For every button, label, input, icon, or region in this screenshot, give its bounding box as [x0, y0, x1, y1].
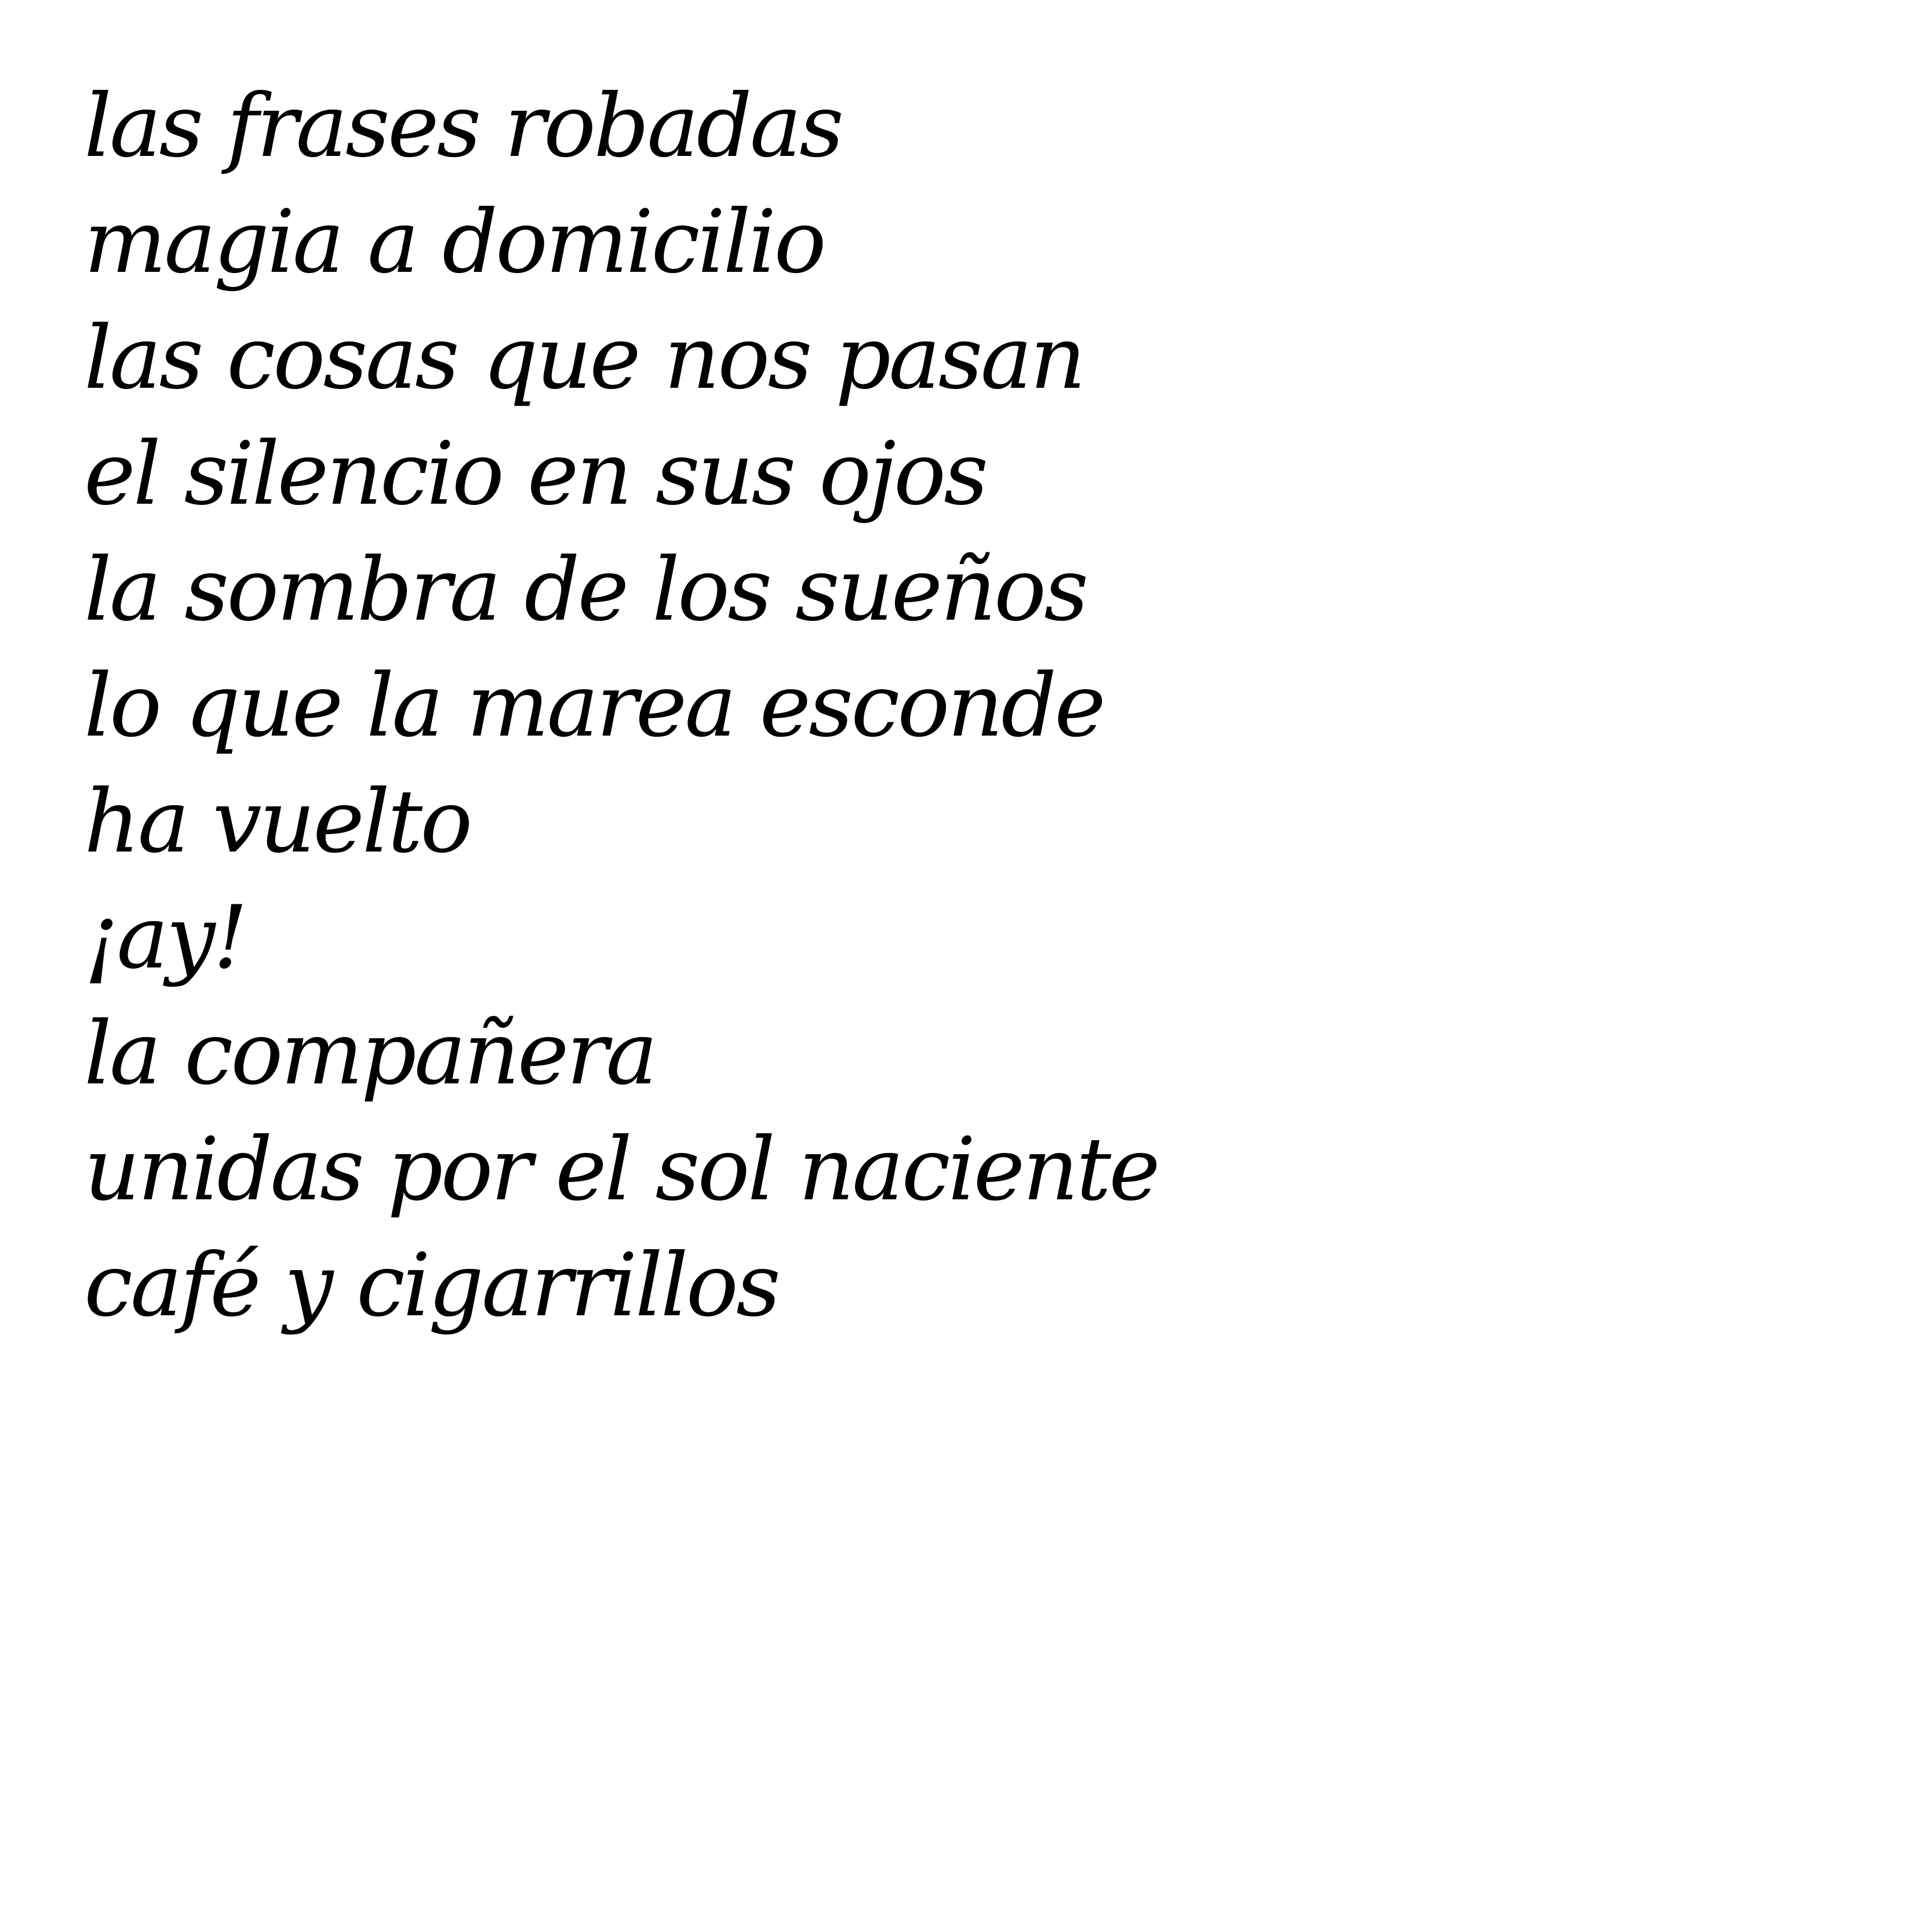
poem-line: las cosas que nos pasan [84, 308, 1084, 409]
poem-line: el silencio en sus ojos [84, 424, 987, 525]
poem-line: la compañera [84, 1003, 656, 1104]
poem-line: lo que la marea esconde [84, 656, 1104, 756]
poem-line: ha vuelto [84, 772, 471, 872]
poem-line: magia a domicilio [84, 192, 824, 293]
poem-line: las frases robadas [84, 76, 842, 177]
poem-line: café y cigarrillos [84, 1235, 778, 1336]
poem-line: la sombra de los sueños [84, 540, 1087, 641]
poem-lines [84, 68, 1158, 1344]
poem-line: ¡ay! [84, 887, 246, 988]
poem-line: unidas por el sol naciente [84, 1119, 1158, 1220]
